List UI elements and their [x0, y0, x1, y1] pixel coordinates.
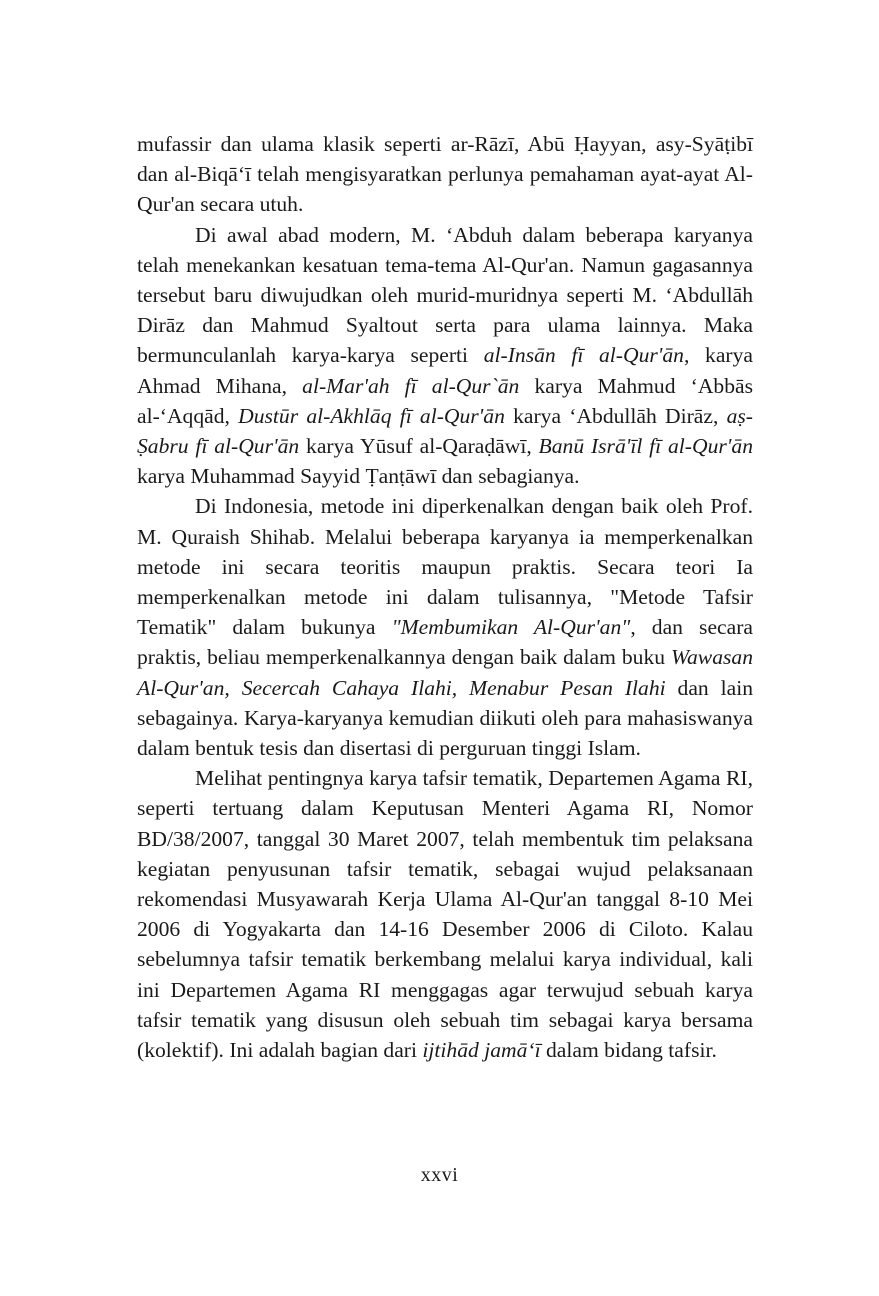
italic-title-text: "Membumikan Al-Qur'an" [391, 615, 631, 640]
italic-title-text: Banū Isrā'īl fī al-Qur'ān [538, 434, 753, 459]
paragraph-modern-era [137, 220, 753, 492]
page-body [137, 129, 753, 1065]
italic-title-text: ijtihād jamā‘ī [422, 1038, 541, 1063]
paragraph-department-of-religion [137, 763, 753, 1065]
italic-title-text: al-Insān fī al-Qur'ān [483, 343, 684, 368]
body-text: karya Mahmud ‘Abbās al-‘Aqqād, [137, 373, 753, 428]
paragraph-classical-scholars [137, 129, 753, 220]
italic-title-text: aṣ-Ṣabru fī al-Qur'ān [137, 403, 753, 459]
body-text: karya Yūsuf al-Qaraḍāwī, [299, 434, 539, 459]
body-text: , karya Ahmad Mihana, [137, 343, 753, 398]
paragraph-indonesia [137, 491, 753, 763]
body-text: , dan secara praktis, beliau memperkenalkannya dengan baik dalam buku [137, 615, 753, 670]
body-text: karya Muhammad Sayyid Ṭanṭāwī dan sebagianya. [137, 464, 580, 489]
body-text: karya ‘Abdullāh Dirāz, [504, 403, 727, 428]
body-text: Di awal abad modern, M. ‘Abduh dalam beberapa karyanya telah menekankan kesatuan tema-tema Al-Qur'an. Namun gagasannya tersebut baru diwujudkan oleh murid-muridnya seperti M. ‘Abdullāh Dirāz dan Mahmud Syaltout serta para ulama lainnya. Maka bermunculanlah karya-karya seperti [137, 222, 753, 368]
italic-title-text: al-Mar'ah fī al-Qur`ān [302, 373, 520, 398]
body-text: Di Indonesia, metode ini diperkenalkan dengan baik oleh Prof. M. Quraish Shihab. Melalui beberapa karyanya ia memperkenalkan metode ini secara teoritis maupun praktis. Secara teori Ia memperkenalkan metode ini dalam tulisannya, "Metode Tafsir Tematik" dalam bukunya [137, 494, 753, 640]
italic-title-text: Wawasan Al-Qur'an, Secercah Cahaya Ilahi, Menabur Pesan Ilahi [137, 645, 753, 700]
page-number: xxvi [420, 1164, 459, 1186]
body-text: mufassir dan ulama klasik seperti ar-Rāzī, Abū Ḥayyan, asy-Syāṭibī dan al-Biqā‘ī telah mengisyaratkan perlunya pemahaman ayat-ayat Al-Qur'an secara utuh. [137, 132, 753, 217]
italic-title-text: Dustūr al-Akhlāq fī al-Qur'ān [238, 403, 505, 428]
body-text: dan lain sebagainya. Karya-karyanya kemudian diikuti oleh para mahasiswanya dalam bentuk tesis dan disertasi di perguruan tinggi Islam. [137, 675, 753, 761]
body-text: dalam bidang tafsir. [540, 1038, 717, 1063]
body-text: Melihat pentingnya karya tafsir tematik, Departemen Agama RI, seperti tertuang dalam Keputusan Menteri Agama RI, Nomor BD/38/2007, tanggal 30 Maret 2007, telah membentuk tim pelaksana kegiatan penyusunan tafsir tematik, sebagai wujud pelaksanaan rekomendasi Musyawarah Kerja Ulama Al-Qur'an tanggal 8-10 Mei 2006 di Yogyakarta dan 14-16 Desember 2006 di Ciloto. Kalau sebelumnya tafsir tematik berkembang melalui karya individual, kali ini Departemen Agama RI menggagas agar terwujud sebuah karya tafsir tematik yang disusun oleh sebuah tim sebagai karya bersama (kolektif). Ini adalah bagian dari [137, 766, 753, 1063]
